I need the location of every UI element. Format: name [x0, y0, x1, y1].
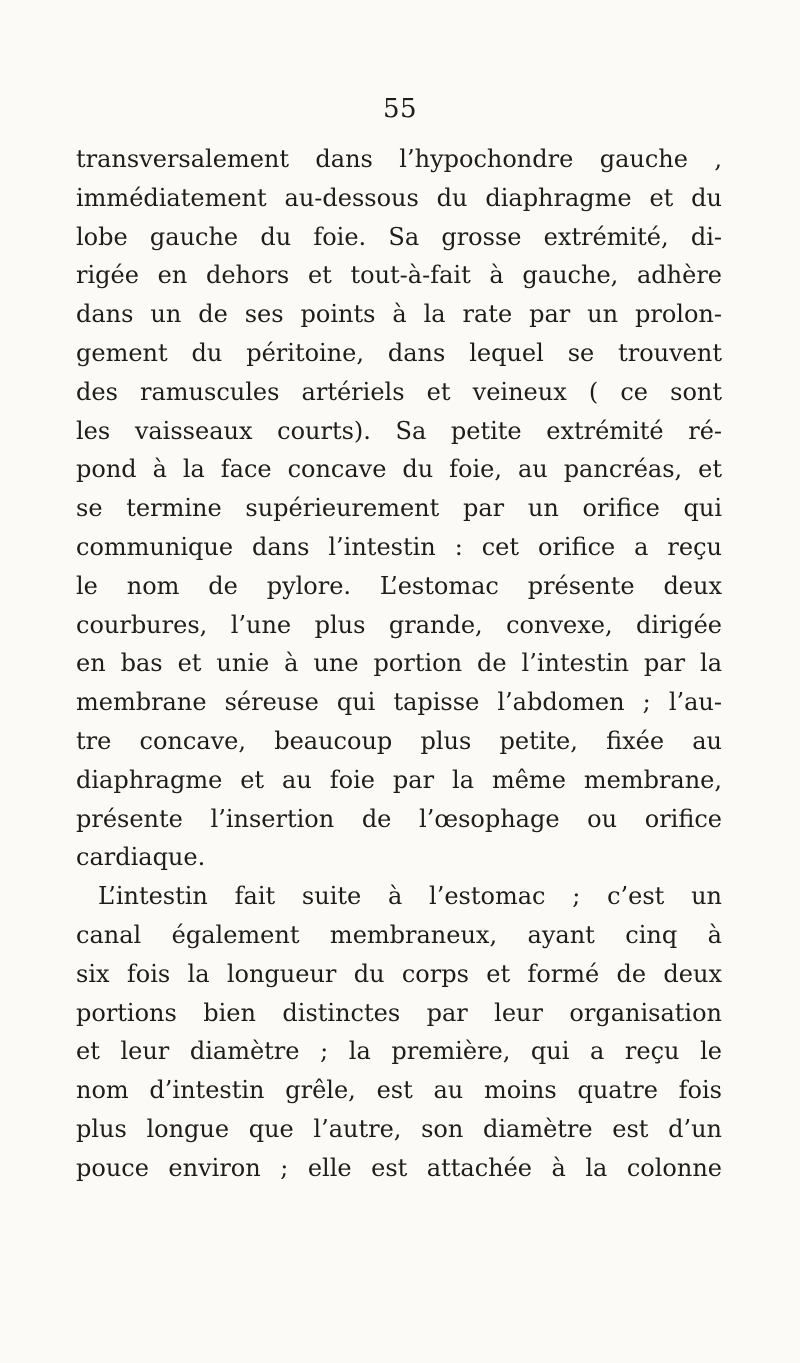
- text-line: rigée en dehors et tout-à-fait à gauche, adhère: [76, 261, 722, 290]
- text-line: canal également membraneux, ayant cinq à: [76, 920, 722, 949]
- text-line: transversalement dans l’hypochondre gauche ,: [76, 145, 722, 173]
- text-line: communique dans l’intestin : cet orifice a reçu: [76, 532, 722, 561]
- text-line: nom d’intestin grêle, est au moins quatre fois: [76, 1076, 722, 1105]
- text-line: membrane séreuse qui tapisse l’abdomen ; l’au-: [76, 688, 722, 717]
- text-line: pouce environ ; elle est attachée à la colonne: [76, 1153, 722, 1182]
- text-line: présente l’insertion de l’œsophage ou orifice: [76, 804, 722, 833]
- body-text: [76, 140, 722, 1188]
- text-line: se termine supérieurement par un orifice qui: [76, 494, 722, 523]
- text-line: en bas et unie à une portion de l’intestin par la: [76, 649, 722, 678]
- text-line: gement du péritoine, dans lequel se trouvent: [76, 338, 722, 367]
- page-number: 55: [382, 94, 418, 124]
- text-line: portions bien distinctes par leur organisation: [76, 998, 722, 1027]
- text-line: les vaisseaux courts). Sa petite extrémité ré-: [76, 416, 722, 445]
- text-line: immédiatement au-dessous du diaphragme et du: [76, 183, 722, 212]
- text-line: lobe gauche du foie. Sa grosse extrémité, di-: [76, 222, 722, 251]
- text-line: pond à la face concave du foie, au pancréas, et: [76, 455, 722, 484]
- text-line-paragraph-start: L’intestin fait suite à l’estomac ; c’est un: [98, 882, 722, 911]
- text-line-paragraph-end: cardiaque.: [76, 843, 206, 872]
- text-line: le nom de pylore. L’estomac présente deux: [76, 571, 722, 600]
- text-line: plus longue que l’autre, son diamètre est d’un: [76, 1114, 722, 1143]
- text-line: des ramuscules artériels et veineux ( ce sont: [76, 377, 722, 406]
- text-line: et leur diamètre ; la première, qui a reçu le: [76, 1037, 722, 1066]
- text-line: courbures, l’une plus grande, convexe, dirigée: [76, 610, 722, 639]
- text-line: dans un de ses points à la rate par un prolon-: [76, 300, 722, 329]
- text-line: six fois la longueur du corps et formé de deux: [76, 959, 722, 988]
- text-line: tre concave, beaucoup plus petite, fixée au: [76, 726, 722, 755]
- text-line: diaphragme et au foie par la même membrane,: [76, 765, 722, 794]
